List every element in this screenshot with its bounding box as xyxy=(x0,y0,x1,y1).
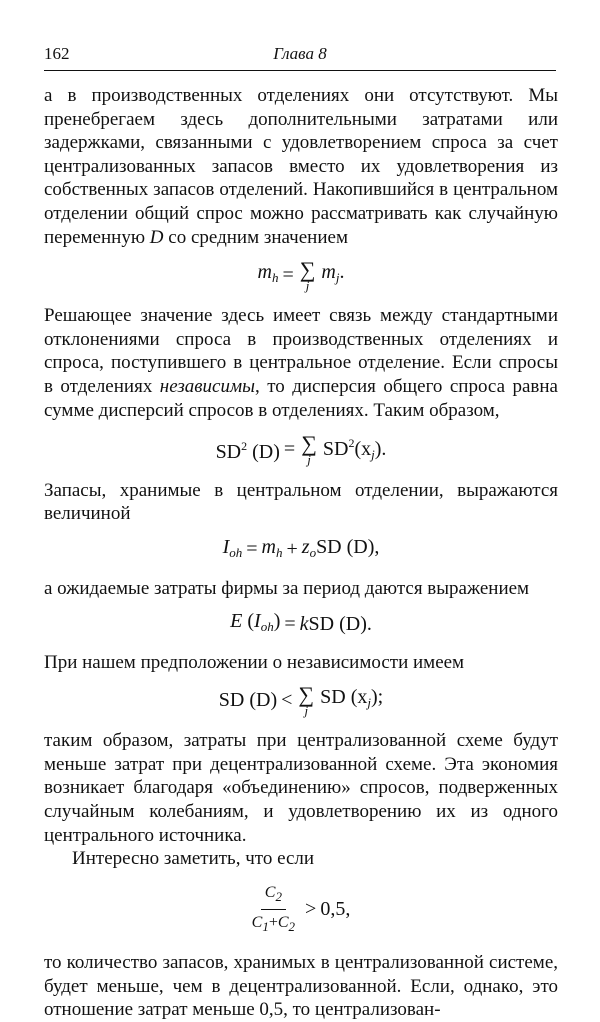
chapter-title: Глава 8 xyxy=(273,44,327,63)
paragraph-5: При нашем предположении о независимости имеем xyxy=(44,651,465,673)
page-number: 162 xyxy=(44,44,70,63)
formula-ratio: $\frac{C_2}{C_1+C_2}$ > 0,5, xyxy=(44,881,558,939)
fraction: $\frac{C_2}{C_1+C_2}$ xyxy=(252,881,295,939)
paragraph-1: а в производственных отделениях они отсутствуют. Мы пренебрегаем здесь дополнительными затратами или задержками, связанными с удовлетворением спроса за счет централизованных запасов вместо их удовлетворения из собственных запасов отделений. Накопившийся в центральном отделении общий спрос можно рассматривать как случайную переменную D со средним значением xyxy=(44,85,558,248)
emphasis-independent: независимы xyxy=(159,375,255,397)
sum-symbol: ∑ j xyxy=(299,257,316,294)
page-body xyxy=(44,84,558,1022)
paragraph-4: а ожидаемые затраты фирмы за период даются выражением xyxy=(44,577,530,599)
page-header xyxy=(44,44,556,71)
formula-variance: $SD^2$ (D) = ∑ j $SD^2(x_j)$. xyxy=(215,430,387,467)
formula-inventory: $I_{oh}$ = $m_h$ + $z_oSD$ (D), xyxy=(222,535,380,561)
paragraph-8: то количество запасов, хранимых в централизованной системе, будет меньше, чем в децентрализованной. Если, однако, это отношение затрат меньше 0,5, то централизован- xyxy=(44,952,558,1021)
formula-mean: $m_h$ = ∑ j $m_j$. xyxy=(257,257,345,294)
paragraph-7: Интересно заметить, что если xyxy=(72,848,315,870)
formula-expected-cost: E $(I_{oh})$ = kSD (D). xyxy=(230,610,372,635)
formula-inequality: SD (D) < ∑ j SD $(x_j)$; xyxy=(218,682,384,719)
sum-symbol: ∑ j xyxy=(298,682,315,719)
paragraph-6: таким образом, затраты при централизованной схеме будут меньше затрат при децентрализованной схеме. Эта экономия возникает благодаря «объединению» спросов, подверженных случайным колебаниям, и удовлетворению их из одного центрального источника. xyxy=(44,730,558,846)
sum-symbol: ∑ j xyxy=(301,430,317,467)
paragraph-2: Решающее значение здесь имеет связь между стандартными отклонениями спроса в производственных отделениях и спроса, поступившего в центральное отделение. Если спросы в отделениях независимы, то дисперсия общего спроса равна сумме дисперсий спросов в отделениях. Таким образом, xyxy=(44,305,558,421)
paragraph-3: Запасы, хранимые в центральном отделении, выражаются величиной xyxy=(44,479,558,525)
variable-D: D xyxy=(149,226,164,248)
